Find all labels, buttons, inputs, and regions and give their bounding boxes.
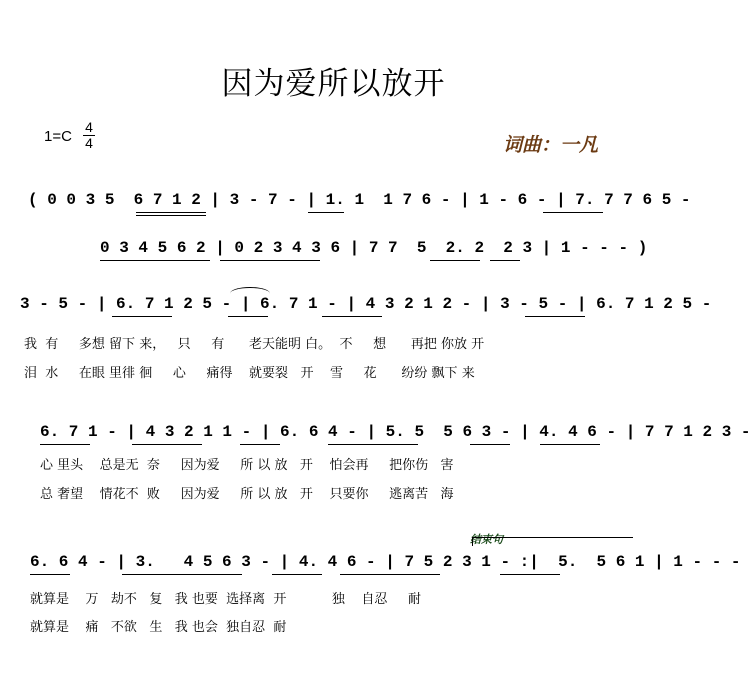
time-sig-bottom: 4 <box>85 135 93 151</box>
song-title: 因为爱所以放开 <box>221 66 446 102</box>
notation-text: 3 - 5 - | 6. 7 1 2 5 - | 6. 7 1 - | 4 3 2 1 2 - | 3 - 5 - | 6. 7 1 2 5 - <box>20 295 712 313</box>
notation-line-3 <box>20 292 712 322</box>
lyrics-line-b1: 心 里头 总是无 奈 因为爱 所 以 放 开 怕会再 把你伤 害 <box>40 458 454 473</box>
lyrics-line-b2: 总 奢望 情花不 败 因为爱 所 以 放 开 只要你 逃离苦 海 <box>40 487 454 502</box>
lyrics-line-a2: 泪 水 在眼 里徘 徊 心 痛得 就要裂 开 雪 花 纷纷 飘下 来 <box>24 366 475 381</box>
notation-text: ( 0 0 3 5 6 7 1 2 | 3 - 7 - | 1. 1 1 7 6 - | 1 - 6 - | 7. 7 7 6 5 - <box>28 191 691 209</box>
lyrics-line-a1: 我 有 多想 留下 来， 只 有 老天能明 白。 不 想 再把 你放 开 <box>24 337 485 352</box>
lyrics-line-c2: 就算是 痛 不欲 生 我 也会 独自忍 耐 <box>30 620 287 635</box>
notation-line-1 <box>28 188 691 218</box>
notation-text: 0 3 4 5 6 2 | 0 2 3 4 3 6 | 7 7 5 2. 2 2 3 | 1 - - - ) <box>100 239 648 257</box>
ending-bracket <box>472 537 633 546</box>
key-signature: 1=C <box>44 128 72 145</box>
time-signature <box>82 120 96 151</box>
notation-text: 6. 6 4 - | 3. 4 5 6 3 - | 4. 4 6 - | 7 5 2 3 1 - :| 5. 5 6 1 | 1 - - - <box>30 553 741 571</box>
notation-line-4 <box>40 420 751 450</box>
lyrics-line-c1: 就算是 万 劫不 复 我 也要 选择离 开 独 自忍 耐 <box>30 592 422 607</box>
notation-text: 6. 7 1 - | 4 3 2 1 1 - | 6. 6 4 - | 5. 5 5 6 3 - | 4. 4 6 - | 7 7 1 2 3 - <box>40 423 751 441</box>
ending-label: 结束句 <box>470 533 503 546</box>
time-sig-top: 4 <box>85 119 93 135</box>
notation-line-5 <box>30 550 741 580</box>
lyricist-composer-credit: 词曲：一凡 <box>503 134 599 156</box>
notation-line-2 <box>100 236 648 266</box>
